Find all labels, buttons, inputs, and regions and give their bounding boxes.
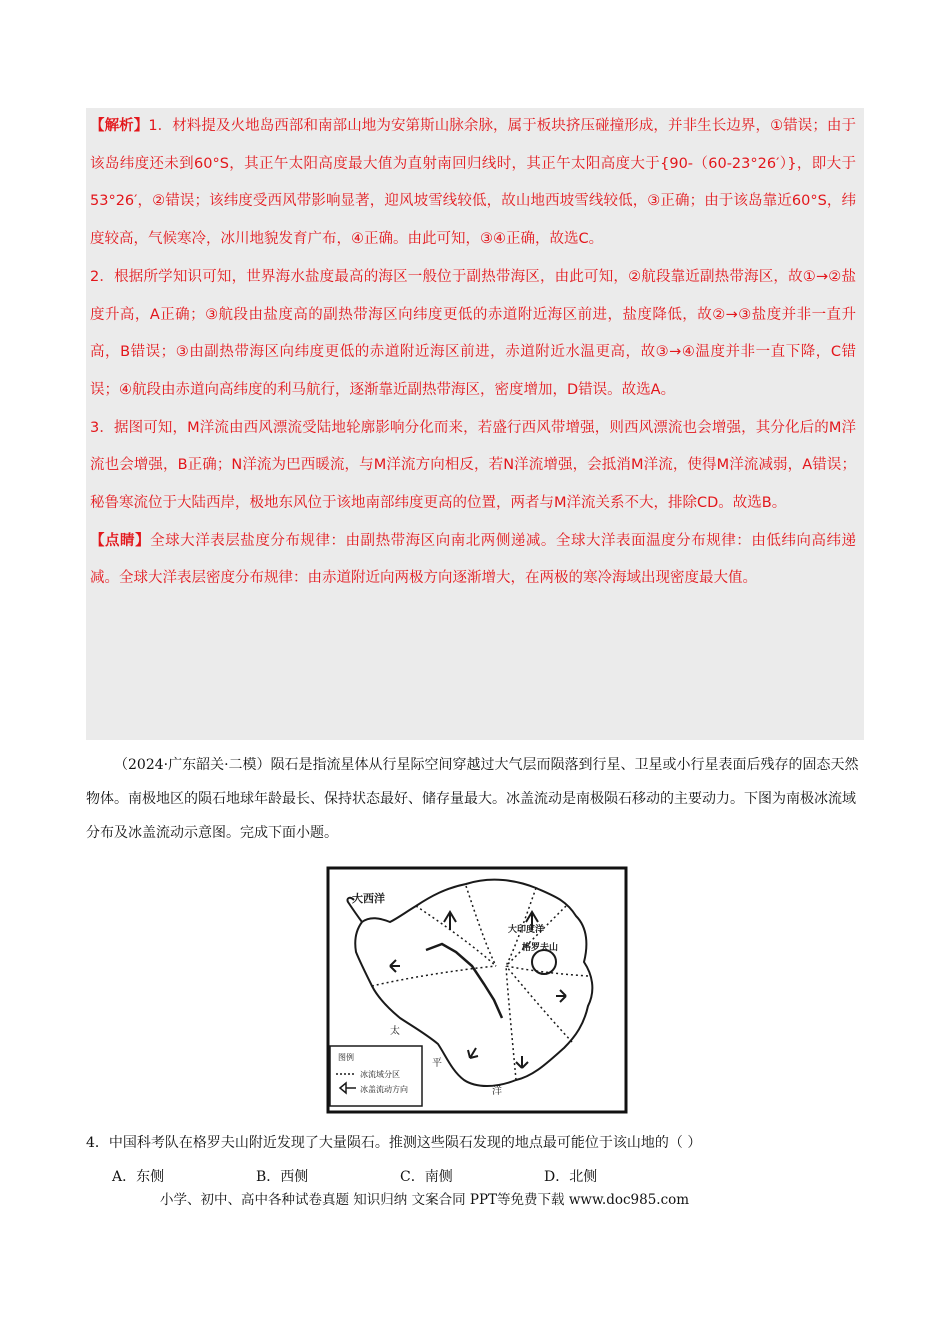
analysis-tag: 【解析】 bbox=[90, 118, 149, 134]
option-d: D．北侧 bbox=[544, 1169, 598, 1185]
analysis-paragraph-3: 3．据图可知，M洋流由西风漂流受陆地轮廓影响分化而来，若盛行西风带增强，则西风漂流也会增强，其分化后的M洋流也会增强，B正确；N洋流为巴西暖流，与M洋流方向相反，若N洋流增强，会抵消M洋流，使得M洋流减弱，A错误；秘鲁寒流位于大陆西岸，极地东风位于该地南部纬度更高的位置，两者与M洋流关系不大，排除CD。故选B。 bbox=[90, 419, 856, 512]
option-b: B．西侧 bbox=[256, 1169, 309, 1185]
label-indian-ocean: 大印度洋 bbox=[508, 925, 545, 935]
analysis-paragraph-2: 2．根据所学知识可知，世界海水盐度最高的海区一般位于副热带海区，由此可知，②航段靠近副热带海区，故①→②盐度升高，A正确；③航段由盐度高的副热带海区向纬度更低的赤道附近海区前进，盐度降低，故②→③盐度并非一直升高，B错误；③由副热带海区向纬度更低的赤道附近海区前进，赤道附近水温更高，故③→④温度并非一直下降，C错误；④航段由赤道向高纬度的利马航行，逐渐靠近副热带海区，密度增加，D错误。故选A。 bbox=[90, 268, 856, 398]
question-intro bbox=[86, 748, 864, 850]
intro-text: （2024·广东韶关·二模）陨石是指流星体从行星际空间穿越过大气层而陨落到行星、卫星或小行星表面后残存的固态天然物体。南极地区的陨石地球年龄最长、保持状态最好、储存量最大。冰盖流动是南极陨石移动的主要动力。下图为南极冰流域分布及冰盖流动示意图。完成下面小题。 bbox=[86, 757, 859, 841]
antarctica-map-figure bbox=[326, 866, 630, 1116]
label-pacific-tai: 太 bbox=[390, 1026, 400, 1037]
option-a: A．东侧 bbox=[112, 1169, 165, 1185]
legend-flow-label: 冰盖流动方向 bbox=[360, 1085, 408, 1094]
legend-boundary-label: 冰流域分区 bbox=[360, 1070, 400, 1079]
page-footer: 小学、初中、高中各种试卷真题 知识归纳 文案合同 PPT等免费下载 www.doc985.com bbox=[160, 1192, 690, 1208]
tip-paragraph bbox=[86, 523, 864, 598]
label-grove-mountains: 格罗夫山 bbox=[522, 943, 559, 953]
antarctica-map bbox=[326, 866, 630, 1116]
label-atlantic: 大西洋 bbox=[352, 892, 385, 905]
analysis-box bbox=[86, 108, 864, 740]
question-4 bbox=[86, 1128, 864, 1196]
tip-text: 全球大洋表层盐度分布规律：由副热带海区向南北两侧递减。全球大洋表面温度分布规律：由低纬向高纬递减。全球大洋表层密度分布规律：由赤道附近向两极方向逐渐增大，在两极的寒冷海域出现密度最大值。 bbox=[90, 532, 857, 587]
analysis-text-1: 1．材料提及火地岛西部和南部山地为安第斯山脉余脉，属于板块挤压碰撞形成，并非生长边界，①错误；由于该岛纬度还未到60°S，其正午太阳高度最大值为直射南回归线时，其正午太阳高度大于{90-（60-23°26′）}，即大于53°26′，②错误；该纬度受西风带影响显著，迎风坡雪线较低，故山地西坡雪线较低，③正确；由于该岛靠近60°S，纬度较高，气候寒冷，冰川地貌发育广布，④正确。由此可知，③④正确，故选C。 bbox=[90, 118, 856, 248]
option-c: C．南侧 bbox=[400, 1169, 453, 1185]
question-stem: 4．中国科考队在格罗夫山附近发现了大量陨石。推测这些陨石发现的地点最可能位于该山地的（ ） bbox=[86, 1135, 702, 1151]
tip-tag: 【点睛】 bbox=[90, 532, 151, 549]
label-pacific-ping: 平 bbox=[432, 1058, 442, 1069]
legend-title: 图例 bbox=[338, 1053, 354, 1062]
analysis-paragraph-1 bbox=[86, 108, 864, 259]
label-pacific-yang: 洋 bbox=[492, 1086, 502, 1097]
